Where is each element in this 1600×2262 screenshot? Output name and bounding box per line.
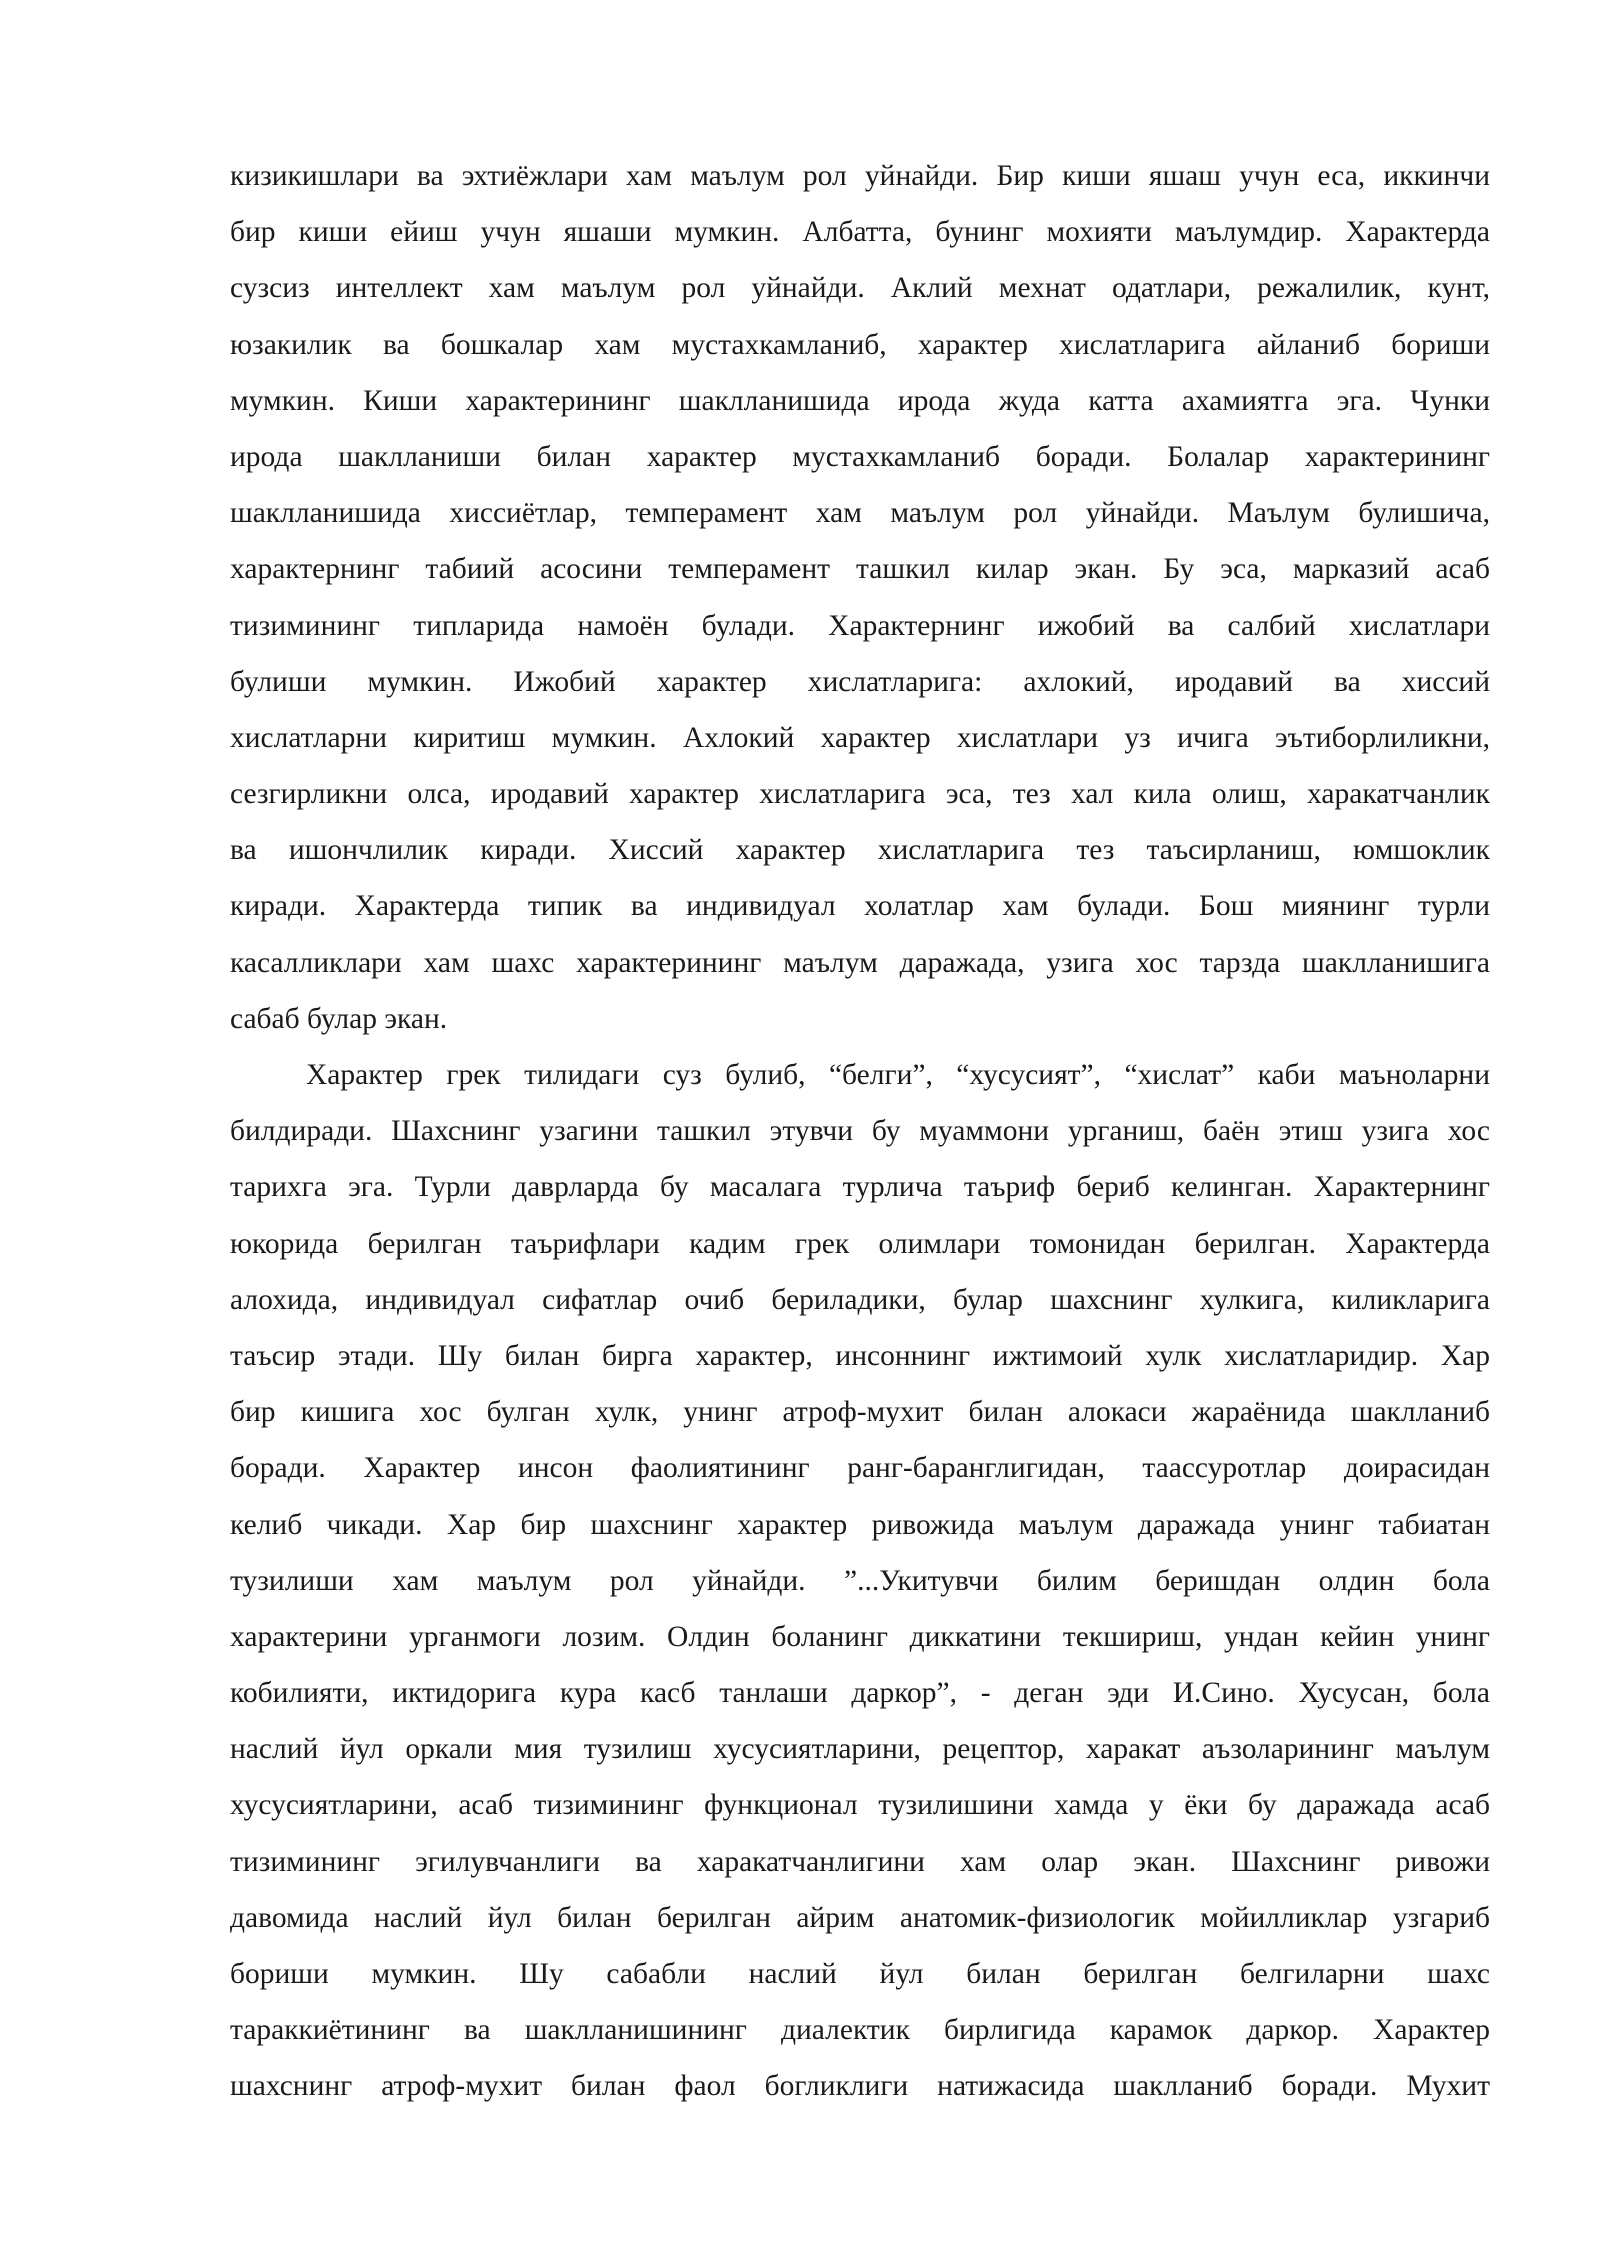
text-line: келиб чикади. Хар бир шахснинг характер ривожида маълум даражада унинг табиатан (230, 1508, 1490, 1541)
text-line: хислатларни киритиш мумкин. Ахлокий характер хислатлари уз ичига эътиборлиликни, (230, 721, 1490, 754)
text-line: характернинг табиий асосини темперамент ташкил килар экан. Бу эса, марказий асаб (230, 553, 1490, 586)
paragraph-2 (230, 1047, 1490, 2115)
text-line: алохида, индивидуал сифатлар очиб бериладики, булар шахснинг хулкига, киликларига (230, 1283, 1490, 1316)
text-line: хусусиятларини, асаб тизимининг функционал тузилишини хамда у ёки бу даражада асаб (230, 1789, 1490, 1822)
text-line: билдиради. Шахснинг узагини ташкил этувчи бу муаммони урганиш, баён этиш узига хос (230, 1115, 1490, 1148)
text-line: тараккиётининг ва шаклланишининг диалектик бирлигида карамок даркор. Характер (230, 2014, 1490, 2047)
text-line: юзакилик ва бошкалар хам мустахкамланиб, характер хислатларига айланиб бориши (230, 328, 1490, 361)
text-line: мумкин. Киши характерининг шаклланишида ирода жуда катта ахамиятга эга. Чунки (230, 384, 1490, 417)
text-line: тузилиши хам маълум рол уйнайди. ”...Укитувчи билим беришдан олдин бола (230, 1564, 1490, 1597)
text-line: кобилияти, иктидорига кура касб танлаши даркор”, - деган эди И.Сино. Хусусан, бола (230, 1677, 1490, 1710)
text-line: характерини урганмоги лозим. Олдин боланинг диккатини текшириш, ундан кейин унинг (230, 1620, 1490, 1653)
body-text (230, 148, 1490, 2115)
text-line: сузсиз интеллект хам маълум рол уйнайди. Аклий мехнат одатлари, режалилик, кунт, (230, 272, 1490, 305)
text-line: ирода шаклланиши билан характер мустахкамланиб боради. Болалар характерининг (230, 440, 1490, 473)
text-line: таъсир этади. Шу билан бирга характер, инсоннинг ижтимоий хулк хислатларидир. Хар (230, 1339, 1490, 1372)
text-line: шахснинг атроф-мухит билан фаол богликлиги натижасида шаклланиб боради. Мухит (230, 2070, 1490, 2103)
text-line: касалликлари хам шахс характерининг маълум даражада, узига хос тарзда шаклланишига (230, 946, 1490, 979)
text-line: тарихга эга. Турли даврларда бу масалага турлича таъриф бериб келинган. Характернинг (230, 1171, 1490, 1204)
text-line: сезгирликни олса, иродавий характер хислатларига эса, тез хал кила олиш, харакатчанлик (230, 778, 1490, 811)
text-line: тизимининг эгилувчанлиги ва харакатчанлигини хам олар экан. Шахснинг ривожи (230, 1845, 1490, 1878)
text-line: шаклланишида хиссиётлар, темперамент хам маълум рол уйнайди. Маълум булишича, (230, 497, 1490, 530)
text-line: юкорида берилган таърифлари кадим грек олимлари томонидан берилган. Характерда (230, 1227, 1490, 1260)
text-line: давомида наслий йул билан берилган айрим анатомик-физиологик мойилликлар узгариб (230, 1901, 1490, 1934)
text-line: тизимининг типларида намоён булади. Характернинг ижобий ва салбий хислатлари (230, 609, 1490, 642)
text-line: наслий йул оркали мия тузилиш хусусиятларини, рецептор, харакат аъзоларининг маълум (230, 1733, 1490, 1766)
text-line: Характер грек тилидаги суз булиб, “белги”, “хусусият”, “хислат” каби маъноларни (306, 1059, 1490, 1091)
text-line: ва ишончлилик киради. Хиссий характер хислатларига тез таъсирланиш, юмшоклик (230, 834, 1490, 867)
text-line: боради. Характер инсон фаолиятининг ранг-баранглигидан, таассуротлар доирасидан (230, 1452, 1490, 1485)
paragraph-1 (230, 148, 1490, 1047)
text-line: сабаб булар экан. (230, 1002, 448, 1035)
text-line: кизикишлари ва эхтиёжлари хам маълум рол уйнайди. Бир киши яшаш учун еса, иккинчи (230, 160, 1490, 192)
text-line: бир кишига хос булган хулк, унинг атроф-мухит билан алокаси жараёнида шаклланиб (230, 1396, 1490, 1429)
text-line: киради. Характерда типик ва индивидуал холатлар хам булади. Бош миянинг турли (230, 890, 1490, 923)
text-line: булиши мумкин. Ижобий характер хислатларига: ахлокий, иродавий ва хиссий (230, 665, 1490, 698)
text-line: бориши мумкин. Шу сабабли наслий йул билан берилган белгиларни шахс (230, 1958, 1490, 1990)
text-line: бир киши ейиш учун яшаши мумкин. Албатта, бунинг мохияти маълумдир. Характерда (230, 216, 1490, 249)
